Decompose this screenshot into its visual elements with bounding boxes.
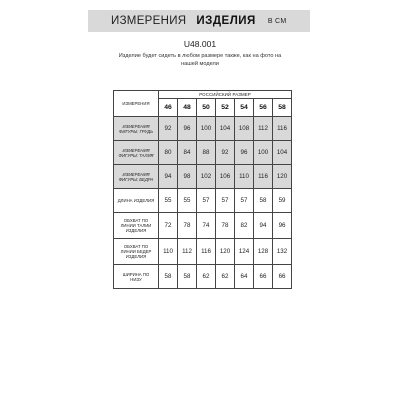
table-cell: 112 [254, 117, 273, 141]
row-label-line: ФИГУРЫ: БЕДРА [118, 176, 154, 182]
table-row [114, 265, 292, 289]
row-label-line: ОБХВАТ ПО [123, 218, 149, 223]
table-row [114, 189, 292, 213]
russian-size-label: РОССИЙСКИЙ РАЗМЕР [159, 91, 292, 99]
size-header-cell: 58 [273, 99, 292, 117]
size-header-cell: 50 [197, 99, 216, 117]
table-cell: 57 [216, 189, 235, 213]
table-cell: 58 [159, 265, 178, 289]
table-cell: 116 [254, 165, 273, 189]
table-row [114, 239, 292, 265]
table-cell: 72 [159, 213, 178, 239]
table-cell: 92 [216, 141, 235, 165]
table-cell: 132 [273, 239, 292, 265]
table-cell: 96 [273, 213, 292, 239]
table-cell: 94 [159, 165, 178, 189]
size-header-cell: 54 [235, 99, 254, 117]
table-cell: 120 [273, 165, 292, 189]
table-cell: 96 [178, 117, 197, 141]
table-cell: 96 [235, 141, 254, 165]
table-cell: 66 [254, 265, 273, 289]
table-cell: 57 [235, 189, 254, 213]
row-label [114, 189, 159, 213]
table-cell: 106 [216, 165, 235, 189]
row-label-line: ОБХВАТ ПО [123, 244, 149, 249]
table-cell: 98 [178, 165, 197, 189]
table-cell: 58 [178, 265, 197, 289]
table-cell: 82 [235, 213, 254, 239]
size-header-cell: 46 [159, 99, 178, 117]
table-cell: 104 [273, 141, 292, 165]
table-cell: 66 [273, 265, 292, 289]
row-label-line: ИЗДЕЛИЯ [125, 228, 147, 233]
table-cell: 55 [178, 189, 197, 213]
table-row [114, 141, 292, 165]
row-label [114, 117, 159, 141]
table-cell: 116 [197, 239, 216, 265]
size-chart-sheet [80, 6, 320, 394]
table-cell: 102 [197, 165, 216, 189]
table-cell: 124 [235, 239, 254, 265]
row-label-line: НИЗУ [130, 276, 142, 282]
table-cell: 110 [235, 165, 254, 189]
fit-note-line-2: нашей модели [181, 61, 219, 67]
table-cell: 64 [235, 265, 254, 289]
table-cell: 100 [254, 141, 273, 165]
row-label-line: ИЗДЕЛИЯ [125, 254, 147, 259]
table-cell: 58 [254, 189, 273, 213]
row-label-line: ЛИНИИ БЕДЕР [120, 249, 152, 254]
row-label [114, 265, 159, 289]
table-cell: 94 [254, 213, 273, 239]
table-cell: 78 [178, 213, 197, 239]
row-label-line: ИЗМЕРЕНИЯ [122, 147, 150, 153]
header-measurements-label: ИЗМЕРЕНИЯ [111, 15, 187, 27]
table-cell: 78 [216, 213, 235, 239]
table-cell: 110 [159, 239, 178, 265]
size-header-cell: 52 [216, 99, 235, 117]
row-label [114, 213, 159, 239]
table-cell: 128 [254, 239, 273, 265]
table-cell: 57 [197, 189, 216, 213]
fit-note [102, 52, 298, 68]
table-row [114, 165, 292, 189]
table-cell: 80 [159, 141, 178, 165]
row-label-line: ФИГУРЫ: ГРУДЬ [118, 128, 154, 134]
row-label-line: ДЛИНА ИЗДЕЛИЯ [117, 198, 155, 203]
corner-label: ИЗМЕРЕНИЯ [114, 91, 159, 117]
row-label [114, 239, 159, 265]
table-row [114, 117, 292, 141]
header-bar [88, 10, 310, 32]
header-product-label: ИЗДЕЛИЯ [196, 15, 256, 27]
table-cell: 92 [159, 117, 178, 141]
table-cell: 62 [216, 265, 235, 289]
row-label [114, 165, 159, 189]
table-cell: 116 [273, 117, 292, 141]
size-header-cell: 56 [254, 99, 273, 117]
row-label-line: ФИГУРЫ: ТАЛИЯ [118, 152, 154, 158]
table-cell: 120 [216, 239, 235, 265]
table-cell: 108 [235, 117, 254, 141]
table-cell: 59 [273, 189, 292, 213]
row-label [114, 141, 159, 165]
table-cell: 62 [197, 265, 216, 289]
row-label-line: ШИРИНА ПО [122, 271, 150, 277]
table-cell: 112 [178, 239, 197, 265]
row-label-line: ИЗМЕРЕНИЯ [122, 123, 150, 129]
size-table [113, 90, 292, 289]
table-cell: 74 [197, 213, 216, 239]
table-cell: 104 [216, 117, 235, 141]
fit-note-line-1: Изделие будет сидеть в любом размере также, как на фото на [118, 53, 282, 59]
table-row [114, 213, 292, 239]
table-cell: 55 [159, 189, 178, 213]
table-cell: 88 [197, 141, 216, 165]
table-cell: 84 [178, 141, 197, 165]
row-label-line: ИЗМЕРЕНИЯ [122, 171, 150, 177]
russian-size-header-row [114, 91, 292, 99]
header-unit-label: В СМ [267, 17, 287, 25]
size-header-cell: 48 [178, 99, 197, 117]
article-code: U48.001 [183, 39, 217, 49]
table-cell: 100 [197, 117, 216, 141]
row-label-line: ЛИНИИ ТАЛИИ [120, 223, 152, 228]
